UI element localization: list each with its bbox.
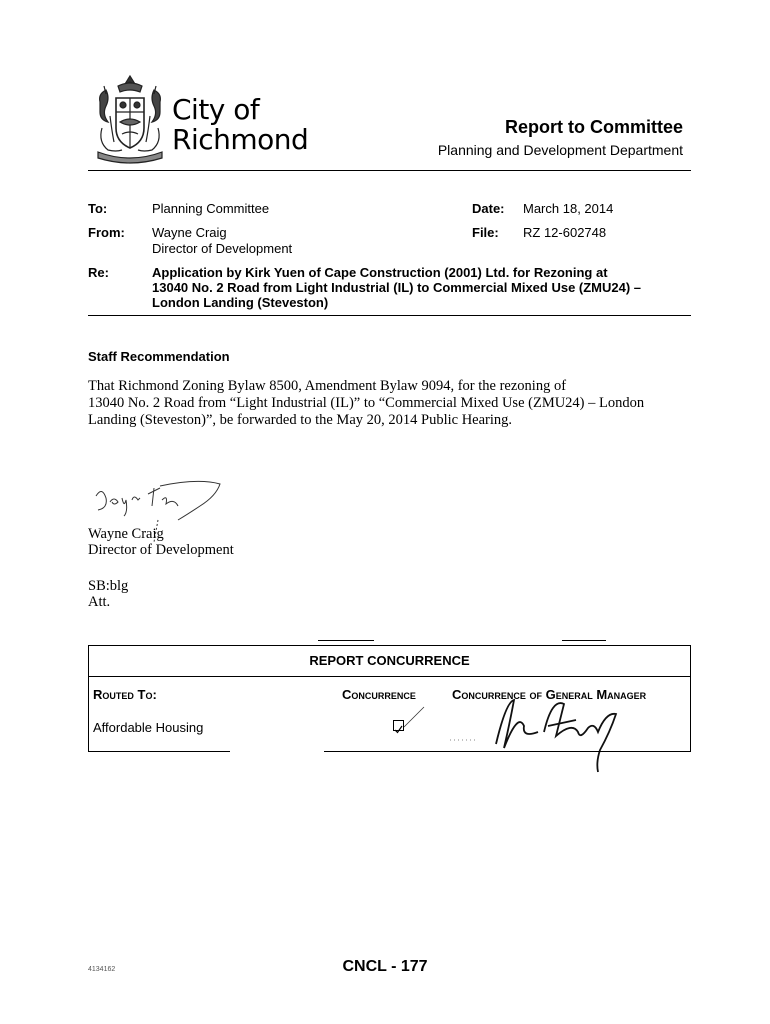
attachments-note: Att. xyxy=(88,594,111,610)
to-label: To: xyxy=(88,201,108,216)
gm-concurrence-header: Concurrence of General Manager xyxy=(452,687,647,702)
department-name: Planning and Development Department xyxy=(437,142,683,158)
routed-to-header: Routed To: xyxy=(93,687,157,702)
re-line: Application by Kirk Yuen of Cape Construction (2001) Ltd. for Rezoning at xyxy=(152,265,608,280)
concurrence-header: Concurrence xyxy=(342,687,416,702)
memo-divider xyxy=(88,315,691,316)
recommendation-text xyxy=(88,378,688,429)
concurrence-bottom-rule-left xyxy=(88,751,230,752)
concurrence-bottom-rule-right xyxy=(324,751,691,752)
concurrence-title: REPORT CONCURRENCE xyxy=(309,653,470,668)
date-label: Date: xyxy=(472,201,505,216)
re-line: 13040 No. 2 Road from Light Industrial (IL) to Commercial Mixed Use (ZMU24) – xyxy=(152,280,642,295)
re-subject xyxy=(152,265,692,310)
from-name: Wayne Craig xyxy=(152,225,227,240)
from-label: From: xyxy=(88,225,125,240)
concurrence-tick-mark xyxy=(402,705,426,729)
concurrence-title-rule xyxy=(88,676,691,677)
recommendation-line: That Richmond Zoning Bylaw 8500, Amendment Bylaw 9094, for the rezoning of xyxy=(88,378,567,394)
gm-signature xyxy=(448,692,634,774)
to-value: Planning Committee xyxy=(152,201,270,216)
concurrence-top-mark xyxy=(318,640,374,641)
file-value: RZ 12-602748 xyxy=(523,225,607,240)
date-value: March 18, 2014 xyxy=(523,201,614,216)
typist-initials: SB:blg xyxy=(88,578,129,594)
signatory-title: Director of Development xyxy=(88,542,234,558)
city-crest-icon xyxy=(92,72,168,164)
re-label: Re: xyxy=(88,265,109,280)
header-divider xyxy=(88,170,691,171)
report-title: Report to Committee xyxy=(504,117,683,137)
signatory-name: Wayne Craig xyxy=(88,526,164,542)
city-name xyxy=(172,95,308,155)
document-id: 4134162 xyxy=(88,966,116,973)
from-title: Director of Development xyxy=(152,241,293,256)
city-name-line2: Richmond xyxy=(172,123,309,156)
re-line: London Landing (Steveston) xyxy=(152,295,329,310)
file-label: File: xyxy=(472,225,499,240)
recommendation-line: Landing (Steveston)”, be forwarded to the May 20, 2014 Public Hearing. xyxy=(88,412,513,428)
staff-recommendation-heading: Staff Recommendation xyxy=(88,349,230,364)
page-number: CNCL - 177 xyxy=(342,958,428,975)
routed-department: Affordable Housing xyxy=(93,720,204,735)
concurrence-top-rule xyxy=(88,645,691,646)
city-name-line1: City of xyxy=(172,93,260,126)
concurrence-top-mark xyxy=(562,640,606,641)
recommendation-line: 13040 No. 2 Road from “Light Industrial (IL)” to “Commercial Mixed Use (ZMU24) – London xyxy=(88,395,645,411)
